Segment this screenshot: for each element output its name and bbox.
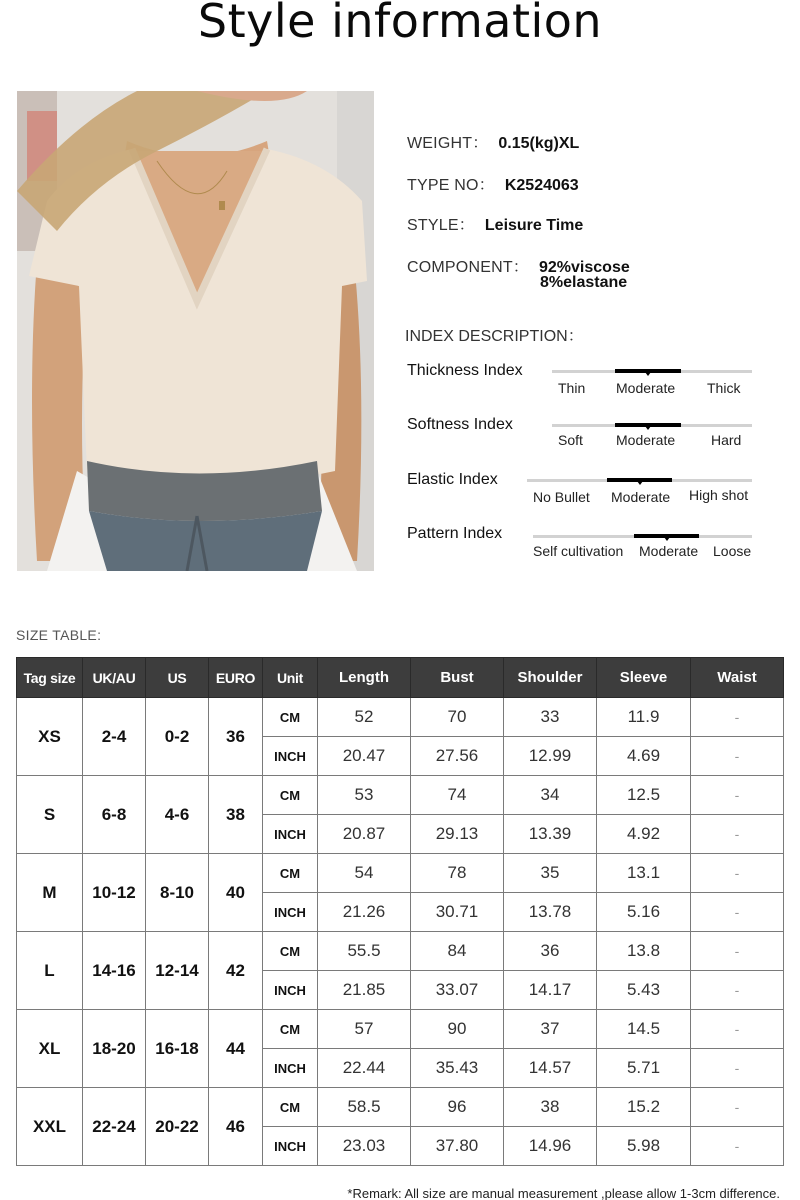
unit-cell: INCH [263, 1049, 318, 1088]
bust-cell: 90 [411, 1010, 504, 1049]
spec-label: COMPONENT： [407, 259, 529, 276]
spec-component [407, 254, 630, 291]
waist-cell: - [691, 698, 784, 737]
sleeve-cell: 15.2 [597, 1088, 691, 1127]
waist-cell: - [691, 1088, 784, 1127]
bust-cell: 84 [411, 932, 504, 971]
index-elastic [407, 471, 767, 511]
index-label: Thickness Index [407, 362, 523, 379]
sleeve-cell: 12.5 [597, 776, 691, 815]
unit-cell: INCH [263, 1127, 318, 1166]
length-cell: 20.47 [318, 737, 411, 776]
shoulder-cell: 38 [504, 1088, 597, 1127]
unit-cell: CM [263, 1088, 318, 1127]
index-option: Hard [711, 432, 742, 448]
bust-cell: 74 [411, 776, 504, 815]
header-euro: EURO [209, 658, 263, 698]
uk-au-cell: 18-20 [83, 1010, 146, 1088]
index-option-selected: Moderate [616, 432, 676, 448]
spec-label: TYPE NO： [407, 177, 495, 194]
header-uk-au: UK/AU [83, 658, 146, 698]
header-bust: Bust [411, 658, 504, 698]
index-indicator-moderate [634, 534, 699, 538]
us-cell: 16-18 [146, 1010, 209, 1088]
sleeve-cell: 5.16 [597, 893, 691, 932]
index-indicator-moderate [615, 369, 681, 373]
unit-cell: INCH [263, 893, 318, 932]
unit-cell: INCH [263, 971, 318, 1010]
index-option: Self cultivation [533, 543, 624, 559]
index-option: High shot [689, 487, 749, 503]
sleeve-cell: 14.5 [597, 1010, 691, 1049]
tag-size-cell: XL [17, 1010, 83, 1088]
index-label: Elastic Index [407, 471, 498, 488]
waist-cell: - [691, 1127, 784, 1166]
index-label: Pattern Index [407, 525, 503, 542]
sleeve-cell: 11.9 [597, 698, 691, 737]
unit-cell: CM [263, 1010, 318, 1049]
size-table [16, 657, 784, 1166]
shoulder-cell: 12.99 [504, 737, 597, 776]
unit-cell: INCH [263, 815, 318, 854]
waist-cell: - [691, 815, 784, 854]
index-label: Softness Index [407, 416, 513, 433]
sleeve-cell: 5.98 [597, 1127, 691, 1166]
index-indicator-moderate [607, 478, 672, 482]
product-photo [17, 91, 374, 571]
spec-style [407, 212, 583, 235]
bust-cell: 33.07 [411, 971, 504, 1010]
index-softness [407, 416, 767, 456]
bust-cell: 35.43 [411, 1049, 504, 1088]
header-sleeve: Sleeve [597, 658, 691, 698]
header-unit: Unit [263, 658, 318, 698]
unit-cell: INCH [263, 737, 318, 776]
length-cell: 58.5 [318, 1088, 411, 1127]
header-waist: Waist [691, 658, 784, 698]
length-cell: 55.5 [318, 932, 411, 971]
index-option-selected: Moderate [611, 489, 671, 505]
shoulder-cell: 14.57 [504, 1049, 597, 1088]
length-cell: 22.44 [318, 1049, 411, 1088]
shoulder-cell: 14.96 [504, 1127, 597, 1166]
table-row-xs-cm [17, 698, 784, 737]
page-title: Style information [197, 0, 603, 48]
sleeve-cell: 4.92 [597, 815, 691, 854]
sleeve-cell: 5.43 [597, 971, 691, 1010]
bust-cell: 29.13 [411, 815, 504, 854]
sleeve-cell: 13.8 [597, 932, 691, 971]
spec-value: Leisure Time [484, 217, 584, 234]
shoulder-cell: 35 [504, 854, 597, 893]
header-us: US [146, 658, 209, 698]
euro-cell: 42 [209, 932, 263, 1010]
index-description-title: INDEX DESCRIPTION： [405, 328, 584, 345]
waist-cell: - [691, 854, 784, 893]
uk-au-cell: 14-16 [83, 932, 146, 1010]
euro-cell: 38 [209, 776, 263, 854]
tag-size-cell: S [17, 776, 83, 854]
header-shoulder: Shoulder [504, 658, 597, 698]
waist-cell: - [691, 1049, 784, 1088]
spec-value-secondary: 8%elastane [540, 274, 628, 291]
euro-cell: 40 [209, 854, 263, 932]
length-cell: 53 [318, 776, 411, 815]
table-row-xl-cm [17, 1010, 784, 1049]
waist-cell: - [691, 971, 784, 1010]
length-cell: 20.87 [318, 815, 411, 854]
bust-cell: 70 [411, 698, 504, 737]
index-option-selected: Moderate [616, 380, 676, 396]
index-option: Thick [707, 380, 741, 396]
table-row-m-cm [17, 854, 784, 893]
index-option: Soft [558, 432, 583, 448]
size-table-label: SIZE TABLE: [16, 627, 102, 643]
length-cell: 21.26 [318, 893, 411, 932]
index-option: No Bullet [533, 489, 590, 505]
shoulder-cell: 36 [504, 932, 597, 971]
euro-cell: 44 [209, 1010, 263, 1088]
us-cell: 20-22 [146, 1088, 209, 1166]
table-row-l-cm [17, 932, 784, 971]
size-table-header [17, 658, 784, 698]
sleeve-cell: 13.1 [597, 854, 691, 893]
index-indicator-moderate [615, 423, 681, 427]
index-option-selected: Moderate [639, 543, 699, 559]
unit-cell: CM [263, 932, 318, 971]
bust-cell: 37.80 [411, 1127, 504, 1166]
index-thickness [407, 362, 767, 402]
length-cell: 54 [318, 854, 411, 893]
table-row-s-cm [17, 776, 784, 815]
length-cell: 52 [318, 698, 411, 737]
header-tag-size: Tag size [17, 658, 83, 698]
sleeve-cell: 5.71 [597, 1049, 691, 1088]
length-cell: 57 [318, 1010, 411, 1049]
unit-cell: CM [263, 776, 318, 815]
table-row-xxl-cm [17, 1088, 784, 1127]
us-cell: 12-14 [146, 932, 209, 1010]
uk-au-cell: 10-12 [83, 854, 146, 932]
shoulder-cell: 13.39 [504, 815, 597, 854]
tag-size-cell: XXL [17, 1088, 83, 1166]
uk-au-cell: 6-8 [83, 776, 146, 854]
shoulder-cell: 33 [504, 698, 597, 737]
bust-cell: 30.71 [411, 893, 504, 932]
bust-cell: 78 [411, 854, 504, 893]
tag-size-cell: XS [17, 698, 83, 776]
us-cell: 8-10 [146, 854, 209, 932]
shoulder-cell: 13.78 [504, 893, 597, 932]
bust-cell: 27.56 [411, 737, 504, 776]
waist-cell: - [691, 776, 784, 815]
header-length: Length [318, 658, 411, 698]
tag-size-cell: M [17, 854, 83, 932]
tag-size-cell: L [17, 932, 83, 1010]
spec-label: STYLE： [407, 217, 475, 234]
spec-weight [407, 130, 579, 153]
unit-cell: CM [263, 698, 318, 737]
us-cell: 4-6 [146, 776, 209, 854]
model-wearing-top-image [17, 91, 374, 571]
index-option: Thin [558, 380, 586, 396]
length-cell: 23.03 [318, 1127, 411, 1166]
remark-note: *Remark: All size are manual measurement ,please allow 1-3cm difference. [347, 1186, 780, 1200]
uk-au-cell: 22-24 [83, 1088, 146, 1166]
sleeve-cell: 4.69 [597, 737, 691, 776]
spec-value: 0.15(kg)XL [498, 135, 580, 152]
index-option: Loose [713, 543, 752, 559]
waist-cell: - [691, 932, 784, 971]
us-cell: 0-2 [146, 698, 209, 776]
spec-value: K2524063 [504, 177, 579, 194]
waist-cell: - [691, 1010, 784, 1049]
bust-cell: 96 [411, 1088, 504, 1127]
euro-cell: 36 [209, 698, 263, 776]
length-cell: 21.85 [318, 971, 411, 1010]
spec-value: 92%viscose [539, 259, 630, 276]
waist-cell: - [691, 893, 784, 932]
spec-type-no [407, 172, 579, 195]
shoulder-cell: 14.17 [504, 971, 597, 1010]
waist-cell: - [691, 737, 784, 776]
shoulder-cell: 34 [504, 776, 597, 815]
index-pattern [407, 525, 767, 565]
uk-au-cell: 2-4 [83, 698, 146, 776]
unit-cell: CM [263, 854, 318, 893]
spec-label: WEIGHT： [407, 135, 489, 152]
euro-cell: 46 [209, 1088, 263, 1166]
shoulder-cell: 37 [504, 1010, 597, 1049]
